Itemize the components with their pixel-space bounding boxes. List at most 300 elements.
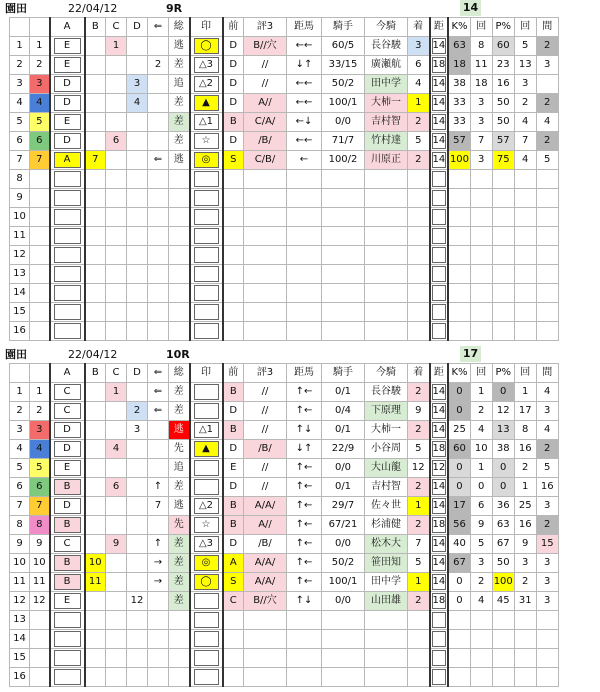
empty-cell — [148, 284, 169, 303]
empty-cell — [492, 189, 514, 208]
rank-a-box[interactable] — [54, 228, 81, 244]
rank-a-box[interactable] — [54, 304, 81, 320]
empty-cell — [148, 170, 169, 189]
empty-cell — [408, 630, 430, 649]
row-number: 1 — [10, 37, 30, 56]
row-number: 6 — [10, 478, 30, 497]
table-row[interactable] — [10, 37, 559, 56]
prediction-mark[interactable]: △2 — [194, 76, 219, 92]
table-row[interactable] — [10, 421, 559, 440]
table-row[interactable] — [10, 630, 559, 649]
empty-cell — [408, 611, 430, 630]
prediction-mark[interactable] — [194, 593, 219, 609]
entry-table — [9, 17, 559, 341]
rank-a-box[interactable] — [54, 171, 81, 187]
empty-cell — [106, 189, 127, 208]
table-row[interactable] — [10, 208, 559, 227]
empty-cell — [514, 630, 536, 649]
rank-c: 1 — [106, 37, 127, 56]
column-header: 今騎 — [365, 364, 408, 383]
empty-cell — [408, 322, 430, 341]
rank-a-cell[interactable] — [50, 573, 85, 592]
empty-cell — [514, 649, 536, 668]
table-row[interactable] — [10, 383, 559, 402]
empty-cell — [536, 265, 558, 284]
empty-cell — [430, 170, 449, 189]
rank-a-cell[interactable] — [50, 56, 85, 75]
interval: 5 — [536, 151, 558, 170]
jockey-stat: 0/0 — [322, 113, 365, 132]
prediction-mark[interactable]: △3 — [194, 57, 219, 73]
running-style: 差 — [169, 535, 190, 554]
empty-cell — [322, 170, 365, 189]
rank-a-cell[interactable] — [50, 113, 85, 132]
finish-position: 5 — [408, 440, 430, 459]
prediction-mark[interactable] — [194, 285, 219, 301]
prediction-mark[interactable] — [194, 304, 219, 320]
prediction-mark[interactable] — [194, 669, 219, 685]
column-header: K% — [448, 18, 470, 37]
mark-cell[interactable] — [190, 592, 223, 611]
rank-c — [106, 402, 127, 421]
distance-box: 14 — [432, 95, 447, 111]
running-style: 逃 — [169, 421, 190, 440]
table-row[interactable] — [10, 459, 559, 478]
rank-b — [85, 94, 106, 113]
prediction-mark[interactable] — [194, 612, 219, 628]
distance-box: 14 — [432, 498, 447, 514]
empty-cell — [536, 246, 558, 265]
prediction-mark[interactable] — [194, 171, 219, 187]
mark-cell[interactable] — [190, 151, 223, 170]
empty-cell — [470, 246, 492, 265]
jockey-stat: 33/15 — [322, 56, 365, 75]
empty-cell — [287, 668, 322, 687]
rank-a-cell[interactable] — [50, 132, 85, 151]
prediction-mark[interactable] — [194, 190, 219, 206]
rank-a-box[interactable] — [54, 631, 81, 647]
prediction-mark[interactable] — [194, 247, 219, 263]
distance-cell — [430, 75, 449, 94]
table-row[interactable] — [10, 189, 559, 208]
rating-3: // — [244, 75, 287, 94]
rank-b — [85, 37, 106, 56]
empty-cell — [408, 227, 430, 246]
rank-a-cell[interactable] — [50, 383, 85, 402]
prediction-mark[interactable]: ◯ — [194, 38, 219, 54]
table-row[interactable] — [10, 132, 559, 151]
empty-cell — [430, 208, 449, 227]
rank-a-box[interactable] — [54, 650, 81, 666]
empty-cell — [430, 227, 449, 246]
arrow-marker — [148, 37, 169, 56]
empty-cell — [50, 630, 85, 649]
table-row[interactable] — [10, 535, 559, 554]
rank-c — [106, 151, 127, 170]
distance-box — [432, 323, 447, 339]
k-percent: 33 — [448, 94, 470, 113]
k-percent: 33 — [448, 113, 470, 132]
table-row[interactable] — [10, 227, 559, 246]
table-row[interactable] — [10, 592, 559, 611]
table-row[interactable] — [10, 75, 559, 94]
k-percent: 0 — [448, 402, 470, 421]
mark-cell[interactable] — [190, 535, 223, 554]
table-row[interactable] — [10, 440, 559, 459]
prediction-mark[interactable] — [194, 323, 219, 339]
finish-position: 2 — [408, 592, 430, 611]
empty-cell — [106, 649, 127, 668]
rank-a-box[interactable]: E — [54, 114, 81, 130]
jockey-stat: 50/2 — [322, 75, 365, 94]
current-jockey: 山田雄 — [365, 592, 408, 611]
table-row[interactable] — [10, 246, 559, 265]
interval — [536, 75, 558, 94]
empty-cell — [106, 630, 127, 649]
rank-a-box[interactable]: E — [54, 38, 81, 54]
arrow-marker: 7 — [148, 497, 169, 516]
empty-cell — [365, 265, 408, 284]
table-row[interactable] — [10, 151, 559, 170]
running-style: 差 — [169, 478, 190, 497]
rank-a-box[interactable]: B — [54, 555, 81, 571]
table-row[interactable] — [10, 113, 559, 132]
mark-cell[interactable] — [190, 37, 223, 56]
jockey-stat: 100/1 — [322, 573, 365, 592]
prediction-mark[interactable] — [194, 209, 219, 225]
prediction-mark[interactable] — [194, 650, 219, 666]
column-header: A — [50, 18, 85, 37]
rating-3: // — [244, 459, 287, 478]
mark-cell[interactable] — [190, 402, 223, 421]
empty-cell — [169, 303, 190, 322]
distance-cell — [430, 459, 449, 478]
empty-cell — [287, 170, 322, 189]
finish-position: 2 — [408, 113, 430, 132]
prediction-mark[interactable]: △1 — [194, 422, 219, 438]
distance-box: 14 — [432, 114, 447, 130]
empty-cell — [514, 303, 536, 322]
rating-3: /B/ — [244, 132, 287, 151]
table-row[interactable] — [10, 94, 559, 113]
k-percent: 56 — [448, 516, 470, 535]
mark-cell[interactable] — [190, 113, 223, 132]
rank-a-cell[interactable] — [50, 554, 85, 573]
jockey-stat: 71/7 — [322, 132, 365, 151]
row-number: 12 — [10, 592, 30, 611]
rank-a-cell[interactable] — [50, 94, 85, 113]
rank-a-box[interactable]: B — [54, 574, 81, 590]
rank-a-box[interactable]: E — [54, 57, 81, 73]
empty-cell — [448, 265, 470, 284]
column-header: 前 — [223, 364, 244, 383]
empty-cell — [492, 170, 514, 189]
prediction-mark[interactable] — [194, 403, 219, 419]
mark-cell[interactable] — [190, 497, 223, 516]
rank-a-box[interactable]: D — [54, 76, 81, 92]
running-style: 逃 — [169, 497, 190, 516]
empty-cell — [148, 227, 169, 246]
rank-b: 7 — [85, 151, 106, 170]
jockey-stat: 0/1 — [322, 421, 365, 440]
empty-cell — [287, 189, 322, 208]
column-header — [10, 364, 30, 383]
table-row[interactable] — [10, 668, 559, 687]
prediction-mark[interactable]: ☆ — [194, 133, 219, 149]
rank-a-box[interactable]: C — [54, 536, 81, 552]
distance-box: 14 — [432, 422, 447, 438]
k-percent: 0 — [448, 573, 470, 592]
previous-rank: D — [223, 75, 244, 94]
column-header: 間 — [536, 364, 558, 383]
rank-a-box[interactable]: D — [54, 441, 81, 457]
empty-cell — [169, 170, 190, 189]
distance-box: 14 — [432, 133, 447, 149]
empty-cell — [127, 303, 148, 322]
mark-cell[interactable] — [190, 554, 223, 573]
rank-d — [127, 37, 148, 56]
empty-cell — [430, 265, 449, 284]
rank-a-cell[interactable] — [50, 151, 85, 170]
mark-cell[interactable] — [190, 94, 223, 113]
waku-number: 7 — [30, 151, 50, 170]
empty-cell — [322, 227, 365, 246]
empty-cell — [148, 265, 169, 284]
table-row[interactable] — [10, 56, 559, 75]
rank-a-cell[interactable] — [50, 516, 85, 535]
rank-a-box[interactable] — [54, 285, 81, 301]
prediction-mark[interactable] — [194, 266, 219, 282]
empty-cell — [365, 303, 408, 322]
empty-cell — [287, 208, 322, 227]
mark-cell[interactable] — [190, 440, 223, 459]
table-row[interactable] — [10, 573, 559, 592]
empty-cell — [287, 611, 322, 630]
distance-horse: ↑← — [287, 402, 322, 421]
rank-a-box[interactable] — [54, 612, 81, 628]
distance-box: 14 — [432, 536, 447, 552]
rank-a-box[interactable]: B — [54, 479, 81, 495]
distance-box — [432, 247, 447, 263]
rank-a-box[interactable] — [54, 669, 81, 685]
running-style: 差 — [169, 554, 190, 573]
column-header: C — [106, 18, 127, 37]
count-2: 4 — [514, 113, 536, 132]
prediction-mark[interactable]: △3 — [194, 536, 219, 552]
row-number: 5 — [10, 113, 30, 132]
rank-a-cell[interactable] — [50, 75, 85, 94]
arrow-marker — [148, 459, 169, 478]
empty-cell — [536, 611, 558, 630]
row-number: 13 — [10, 611, 30, 630]
count-1: 18 — [470, 75, 492, 94]
empty-cell — [287, 284, 322, 303]
prediction-mark[interactable] — [194, 479, 219, 495]
empty-cell — [50, 189, 85, 208]
rank-a-box[interactable] — [54, 323, 81, 339]
rank-a-box[interactable]: C — [54, 403, 81, 419]
distance-box — [432, 631, 447, 647]
empty-cell — [30, 246, 50, 265]
prediction-mark[interactable] — [194, 460, 219, 476]
rank-a-cell[interactable] — [50, 497, 85, 516]
mark-cell[interactable] — [190, 516, 223, 535]
current-jockey: 長谷駿 — [365, 383, 408, 402]
rank-a-box[interactable]: C — [54, 384, 81, 400]
table-row[interactable] — [10, 554, 559, 573]
empty-cell — [536, 170, 558, 189]
mark-cell[interactable] — [190, 56, 223, 75]
previous-rank: D — [223, 37, 244, 56]
empty-cell — [448, 303, 470, 322]
prediction-mark[interactable]: ▲ — [194, 441, 219, 457]
prediction-mark[interactable] — [194, 631, 219, 647]
empty-cell — [244, 649, 287, 668]
mark-cell[interactable] — [190, 421, 223, 440]
rank-a-cell[interactable] — [50, 440, 85, 459]
finish-position: 6 — [408, 56, 430, 75]
table-row[interactable] — [10, 649, 559, 668]
rank-c — [106, 516, 127, 535]
empty-cell — [223, 208, 244, 227]
empty-cell — [50, 227, 85, 246]
empty-cell — [85, 170, 106, 189]
empty-cell — [365, 246, 408, 265]
table-row[interactable] — [10, 497, 559, 516]
interval: 3 — [536, 56, 558, 75]
distance-cell — [430, 497, 449, 516]
mark-cell[interactable] — [190, 573, 223, 592]
jockey-stat: 0/1 — [322, 478, 365, 497]
prediction-mark[interactable]: △1 — [194, 114, 219, 130]
empty-cell — [322, 265, 365, 284]
prediction-mark[interactable] — [194, 228, 219, 244]
rank-a-box[interactable] — [54, 190, 81, 206]
prediction-mark[interactable]: ☆ — [194, 517, 219, 533]
prediction-mark[interactable]: △2 — [194, 498, 219, 514]
column-header: P% — [492, 364, 514, 383]
interval: 2 — [536, 516, 558, 535]
empty-cell — [536, 630, 558, 649]
mark-cell[interactable] — [190, 75, 223, 94]
rank-a-cell[interactable] — [50, 421, 85, 440]
distance-horse: ←← — [287, 132, 322, 151]
previous-rank: E — [223, 459, 244, 478]
column-header: 距 — [430, 18, 449, 37]
row-number: 7 — [10, 497, 30, 516]
rank-a-box[interactable]: D — [54, 95, 81, 111]
waku-number: 9 — [30, 535, 50, 554]
running-style: 差 — [169, 56, 190, 75]
rank-b — [85, 383, 106, 402]
empty-cell — [514, 284, 536, 303]
empty-cell — [169, 284, 190, 303]
empty-cell — [85, 611, 106, 630]
table-row[interactable] — [10, 478, 559, 497]
table-row[interactable] — [10, 322, 559, 341]
rank-a-box[interactable]: A — [54, 152, 81, 168]
prediction-mark[interactable]: ◎ — [194, 555, 219, 571]
k-percent: 67 — [448, 554, 470, 573]
rank-a-cell[interactable] — [50, 37, 85, 56]
distance-horse: ↑← — [287, 383, 322, 402]
rank-a-box[interactable] — [54, 209, 81, 225]
empty-cell — [190, 246, 223, 265]
count-2: 16 — [514, 516, 536, 535]
previous-rank: B — [223, 383, 244, 402]
empty-cell — [30, 284, 50, 303]
waku-number: 4 — [30, 440, 50, 459]
arrow-marker: ⇐ — [148, 383, 169, 402]
rank-a-cell[interactable] — [50, 459, 85, 478]
mark-cell[interactable] — [190, 459, 223, 478]
table-row[interactable] — [10, 402, 559, 421]
count-1: 2 — [470, 402, 492, 421]
table-row[interactable] — [10, 265, 559, 284]
table-row[interactable] — [10, 516, 559, 535]
rating-3: /B/ — [244, 535, 287, 554]
arrow-marker: ⇐ — [148, 151, 169, 170]
empty-cell — [223, 649, 244, 668]
distance-cell — [430, 421, 449, 440]
waku-number: 1 — [30, 37, 50, 56]
rank-a-box[interactable] — [54, 247, 81, 263]
empty-cell — [322, 208, 365, 227]
mark-cell[interactable] — [190, 478, 223, 497]
rank-a-box[interactable] — [54, 266, 81, 282]
rank-a-box[interactable]: D — [54, 498, 81, 514]
empty-cell — [85, 630, 106, 649]
rank-a-cell[interactable] — [50, 535, 85, 554]
empty-cell — [169, 649, 190, 668]
rank-a-box[interactable]: D — [54, 133, 81, 149]
rank-a-box[interactable]: D — [54, 422, 81, 438]
table-row[interactable] — [10, 170, 559, 189]
empty-cell — [223, 227, 244, 246]
jockey-stat: 0/0 — [322, 535, 365, 554]
prediction-mark[interactable] — [194, 384, 219, 400]
count-2: 4 — [514, 151, 536, 170]
rank-a-cell[interactable] — [50, 402, 85, 421]
rank-a-cell[interactable] — [50, 478, 85, 497]
interval: 3 — [536, 554, 558, 573]
prediction-mark[interactable]: ◎ — [194, 152, 219, 168]
table-row[interactable] — [10, 611, 559, 630]
rank-a-cell[interactable] — [50, 592, 85, 611]
rank-a-box[interactable]: B — [54, 517, 81, 533]
waku-number: 2 — [30, 402, 50, 421]
empty-cell — [492, 265, 514, 284]
empty-cell — [492, 227, 514, 246]
empty-cell — [408, 303, 430, 322]
empty-cell — [30, 322, 50, 341]
count-1: 3 — [470, 151, 492, 170]
rank-a-box[interactable]: E — [54, 460, 81, 476]
prediction-mark[interactable]: ◯ — [194, 574, 219, 590]
mark-cell[interactable] — [190, 132, 223, 151]
empty-cell — [85, 303, 106, 322]
mark-cell[interactable] — [190, 383, 223, 402]
prediction-mark[interactable]: ▲ — [194, 95, 219, 111]
count-2: 1 — [514, 478, 536, 497]
table-row[interactable] — [10, 284, 559, 303]
row-number: 2 — [10, 56, 30, 75]
p-percent: 12 — [492, 402, 514, 421]
k-percent: 0 — [448, 478, 470, 497]
rank-a-box[interactable]: E — [54, 593, 81, 609]
table-row[interactable] — [10, 303, 559, 322]
empty-cell — [365, 170, 408, 189]
